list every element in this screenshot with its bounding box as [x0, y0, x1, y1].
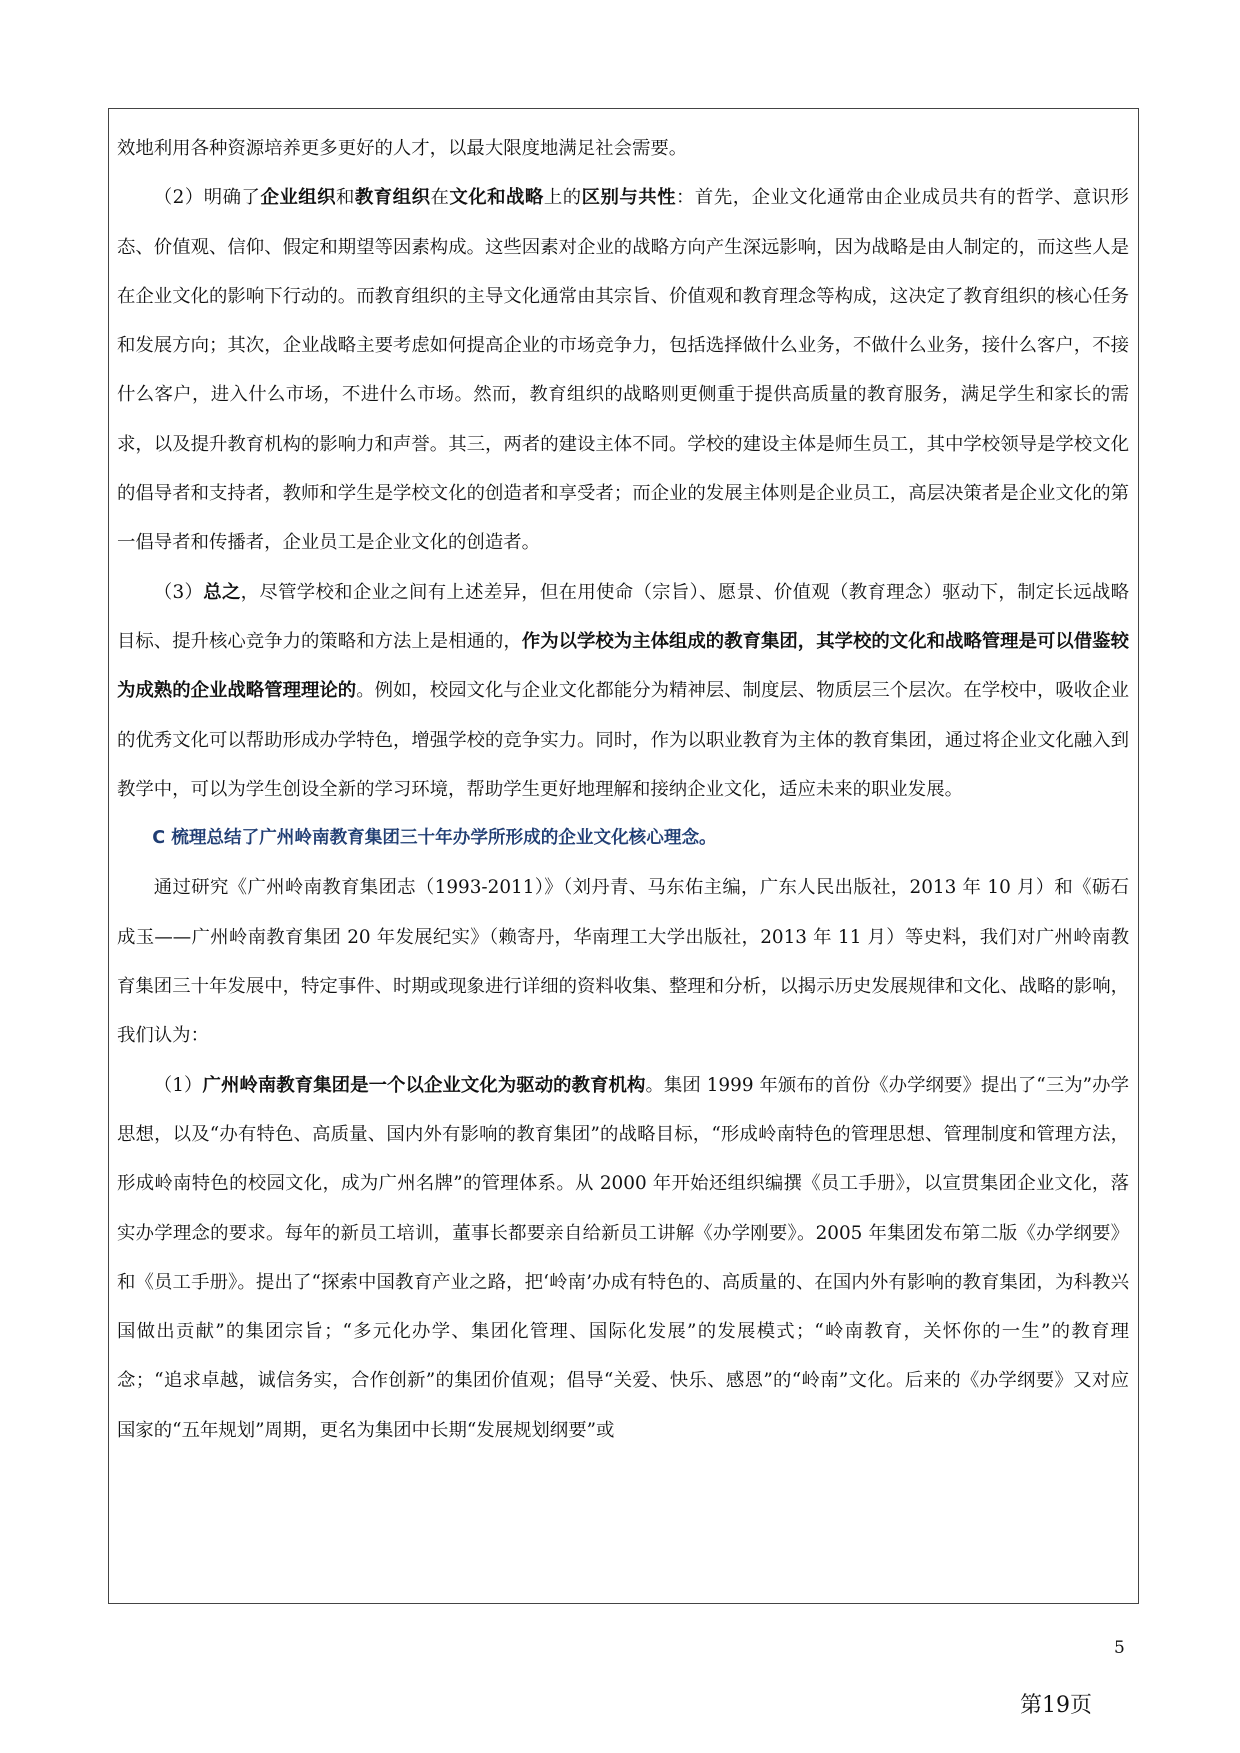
bold-run: 总之: [203, 581, 241, 603]
text-run: ：首先，企业文化通常由企业成员共有的哲学、意识形态、价值观、信仰、假定和期望等因素构成。这些因素对企业的战略方向产生深远影响，因为战略是由人制定的，而这些人是在企业文化的影响下行动的。而教育组织的主导文化通常由其宗旨、价值观和教育理念等构成，这决定了教育组织的核心任务和发展方向；其次，企业战略主要考虑如何提高企业的市场竞争力，包括选择做什么业务，不做什么业务，接什么客户，不接什么客户，进入什么市场，不进什么市场。然而，教育组织的战略则更侧重于提供高质量的教育服务，满足学生和家长的需求，以及提升教育机构的影响力和声誉。其三，两者的建设主体不同。学校的建设主体是师生员工，其中学校领导是学校文化的倡导者和支持者，教师和学生是学校文化的创造者和享受者；而企业的发展主体则是企业员工，高层决策者是企业文化的第一倡导者和传播者，企业员工是企业文化的创造者。: [117, 187, 1129, 554]
text-run: （3）: [153, 581, 204, 603]
section-heading-c: C 梳理总结了广州岭南教育集团三十年办学所形成的企业文化核心理念。: [152, 828, 717, 849]
text-run: （1）: [153, 1074, 203, 1096]
text-run: 上的: [543, 187, 582, 209]
paragraph-sources: 通过研究《广州岭南教育集团志（1993-2011）》（刘丹青、马东佑主编，广东人民出版社，2013 年 10 月）和《砺石成玉——广州岭南教育集团 20 年发展纪实》（赖寄丹，华南理工大学出版社，2013 年 11 月）等史料，我们对广州岭南教育集团三十年发展中，特定事件、时期或现象进行详细的资料收集、整理和分析，以揭示历史发展规律和文化、战略的影响，我们认为：: [117, 877, 1129, 1047]
paragraph-continuation: 效地利用各种资源培养更多更好的人才，以最大限度地满足社会需要。: [117, 138, 688, 159]
text-run: 。例如，校园文化与企业文化都能分为精神层、制度层、物质层三个层次。在学校中，吸收企业的优秀文化可以帮助形成办学特色，增强学校的竞争实力。同时，作为以职业教育为主体的教育集团，通过将企业文化融入到教学中，可以为学生创设全新的学习环境，帮助学生更好地理解和接纳企业文化，适应未来的职业发展。: [117, 680, 1129, 800]
bold-run: 广州岭南教育集团是一个以企业文化为驱动的教育机构: [202, 1074, 646, 1096]
paragraph-2: [117, 173, 1129, 567]
paragraph-1-lingnan: [117, 1061, 1129, 1455]
bold-run: 文化和战略: [449, 187, 544, 209]
text-run: 和: [336, 187, 355, 209]
paragraph-3: [117, 568, 1129, 814]
text-run: 在: [430, 187, 450, 209]
bold-run: 区别与共性: [581, 187, 677, 209]
bold-run: 作为以学校为主体组成的教育集团，其学校的文化和战略管理是可以借鉴较为成熟的企业战略管理理论的: [117, 630, 1129, 702]
bold-run: 教育组织: [354, 187, 431, 209]
document-body: [117, 124, 1129, 1455]
bold-run: 企业组织: [260, 187, 337, 209]
page-label: 第19页: [1020, 1693, 1092, 1718]
text-run: ，尽管学校和企业之间有上述差异，但在用使命（宗旨）、愿景、价值观（教育理念）驱动下，制定长远战略目标、提升核心竞争力的策略和方法上是相通的，: [117, 581, 1129, 652]
text-run: 。集团 1999 年颁布的首份《办学纲要》提出了“三为”办学思想，以及“办有特色、高质量、国内外有影响的教育集团”的战略目标，“形成岭南特色的管理思想、管理制度和管理方法，形成岭南特色的校园文化，成为广州名牌”的管理体系。从 2000 年开始还组织编撰《员工手册》，以宣贯集团企业文化，落实办学理念的要求。每年的新员工培训，董事长都要亲自给新员工讲解《办学刚要》。2005 年集团发布第二版《办学纲要》和《员工手册》。提出了“探索中国教育产业之路，把‘岭南’办成有特色的、高质量的、在国内外有影响的教育集团，为科教兴国做出贡献”的集团宗旨；“多元化办学、集团化管理、国际化发展”的发展模式；“岭南教育，关怀你的一生”的教育理念；“追求卓越，诚信务实，合作创新”的集团价值观；倡导“关爱、快乐、感恩”的“岭南”文化。后来的《办学纲要》又对应国家的“五年规划”周期，更名为集团中长期“发展规划纲要”或: [117, 1074, 1129, 1441]
page-number: 5: [1114, 1638, 1125, 1658]
text-run: （2）明确了: [153, 187, 261, 209]
